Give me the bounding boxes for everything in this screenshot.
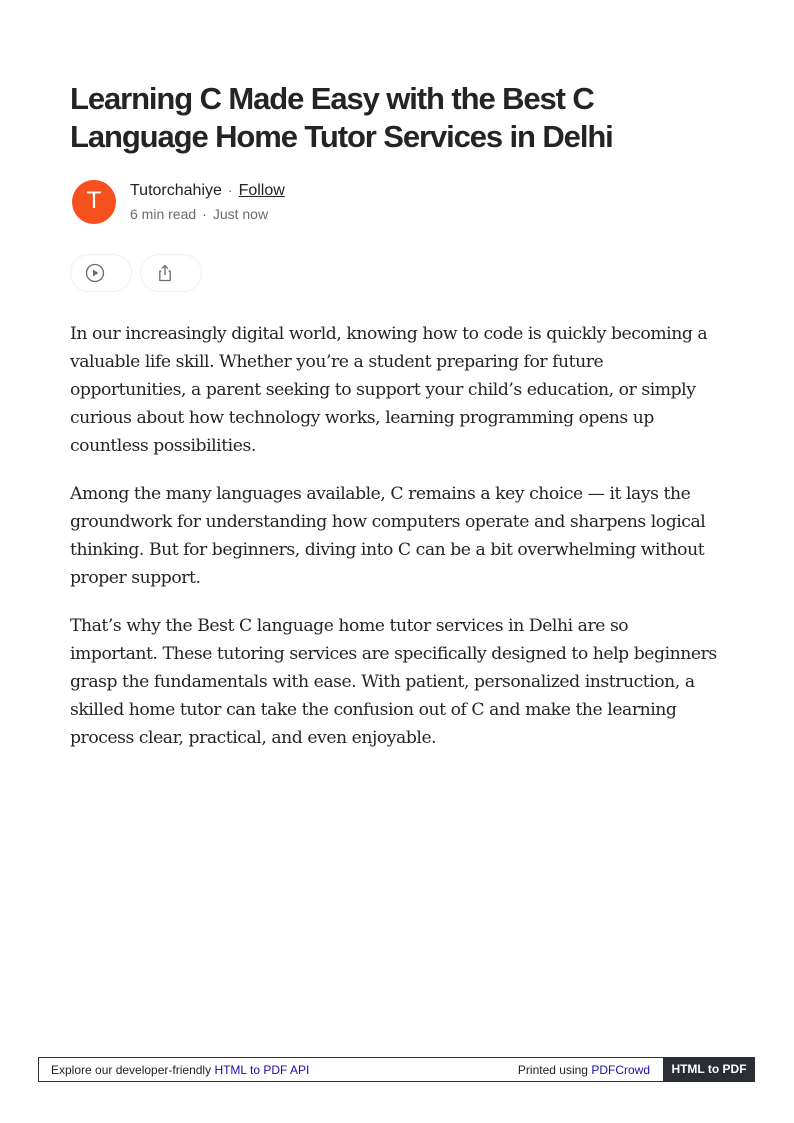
byline-separator: · [227, 182, 233, 198]
pdfcrowd-link[interactable]: PDFCrowd [591, 1063, 650, 1077]
read-time: 6 min read [130, 206, 197, 222]
follow-button[interactable]: Follow [238, 182, 285, 199]
published-time: Just now [212, 206, 269, 222]
share-icon [155, 263, 175, 283]
footer-printed-text: Printed using [517, 1063, 588, 1077]
footer-printed [518, 1063, 650, 1077]
article-body [70, 320, 720, 772]
byline-author-row [130, 180, 285, 201]
byline-meta-row [130, 205, 285, 223]
html-to-pdf-api-link[interactable]: HTML to PDF API [214, 1063, 310, 1077]
byline [70, 178, 470, 226]
article [70, 80, 720, 748]
byline-text [130, 180, 285, 223]
footer-explore-text: Explore our developer-friendly [51, 1063, 212, 1077]
paragraph: That’s why the Best C language home tutor services in Delhi are so important. These tutoring services are specifically designed to help beginners grasp the fundamentals with ease. With patient, personalized instruction, a skilled home tutor can take the confusion out of C and make the learning process clear, practical, and even enjoyable. [70, 616, 717, 748]
article-actions [70, 254, 270, 292]
author-name[interactable]: Tutorchahiye [130, 182, 222, 199]
html-to-pdf-badge[interactable]: HTML to PDF [663, 1057, 755, 1082]
share-button[interactable] [140, 254, 202, 292]
listen-button[interactable] [70, 254, 132, 292]
play-circle-icon [85, 263, 105, 283]
author-avatar[interactable]: T [72, 180, 116, 224]
paragraph: In our increasingly digital world, knowing how to code is quickly becoming a valuable life skill. Whether you’re a student preparing for future opportunities, a parent seeking to support your child’s education, or simply curious about how technology works, learning programming opens up countless possibilities. [70, 324, 708, 456]
article-title: Learning C Made Easy with the Best C Language Home Tutor Services in Delhi [70, 81, 613, 154]
meta-separator: · [202, 206, 207, 222]
footer-explore [51, 1063, 309, 1077]
paragraph: Among the many languages available, C remains a key choice — it lays the groundwork for understanding how computers operate and sharpens logical thinking. But for beginners, diving into C can be a bit overwhelming without proper support. [70, 484, 706, 588]
pdf-footer [38, 1057, 755, 1082]
